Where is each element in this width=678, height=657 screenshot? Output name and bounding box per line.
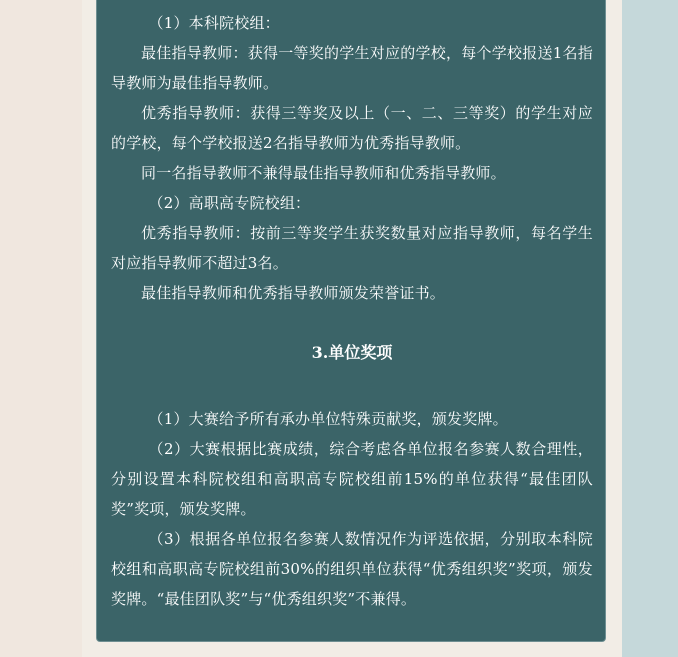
page-background-left — [0, 0, 82, 657]
section-title: 3.单位奖项 — [311, 343, 393, 362]
paragraph-excellent-instructor: 优秀指导教师：获得三等奖及以上（一、二、三等奖）的学生对应的学校，每个学校报送2名指导教师为优秀指导教师。 — [111, 104, 593, 152]
content-panel — [96, 0, 606, 642]
paragraph-best-instructor: 最佳指导教师：获得一等奖的学生对应的学校，每个学校报送1名指导教师为最佳指导教师。 — [111, 44, 593, 92]
article-body — [111, 8, 593, 614]
paragraph-certificate: 最佳指导教师和优秀指导教师颁发荣誉证书。 — [141, 284, 446, 302]
paragraph-unit-award-2: （2）大赛根据比赛成绩，综合考虑各单位报名参赛人数合理性，分别设置本科院校组和高职高专院校组前15%的单位获得“最佳团队奖”奖项，颁发奖牌。 — [111, 440, 593, 518]
page-background-right — [622, 0, 678, 657]
subsection-heading-vocational: （2）高职高专院校组： — [148, 194, 311, 212]
paragraph-unit-award-3: （3）根据各单位报名参赛人数情况作为评选依据，分别取本科院校组和高职高专院校组前30%的组织单位获得“优秀组织奖”奖项，颁发奖牌。“最佳团队奖”与“优秀组织奖”不兼得。 — [111, 530, 593, 608]
subsection-heading-undergraduate: （1）本科院校组： — [148, 14, 280, 32]
paragraph-vocational-instructor: 优秀指导教师：按前三等奖学生获奖数量对应指导教师，每名学生对应指导教师不超过3名。 — [111, 224, 593, 272]
paragraph-unit-award-1: （1）大赛给予所有承办单位特殊贡献奖，颁发奖牌。 — [148, 410, 508, 428]
paragraph-no-double-award: 同一名指导教师不兼得最佳指导教师和优秀指导教师。 — [141, 164, 506, 182]
